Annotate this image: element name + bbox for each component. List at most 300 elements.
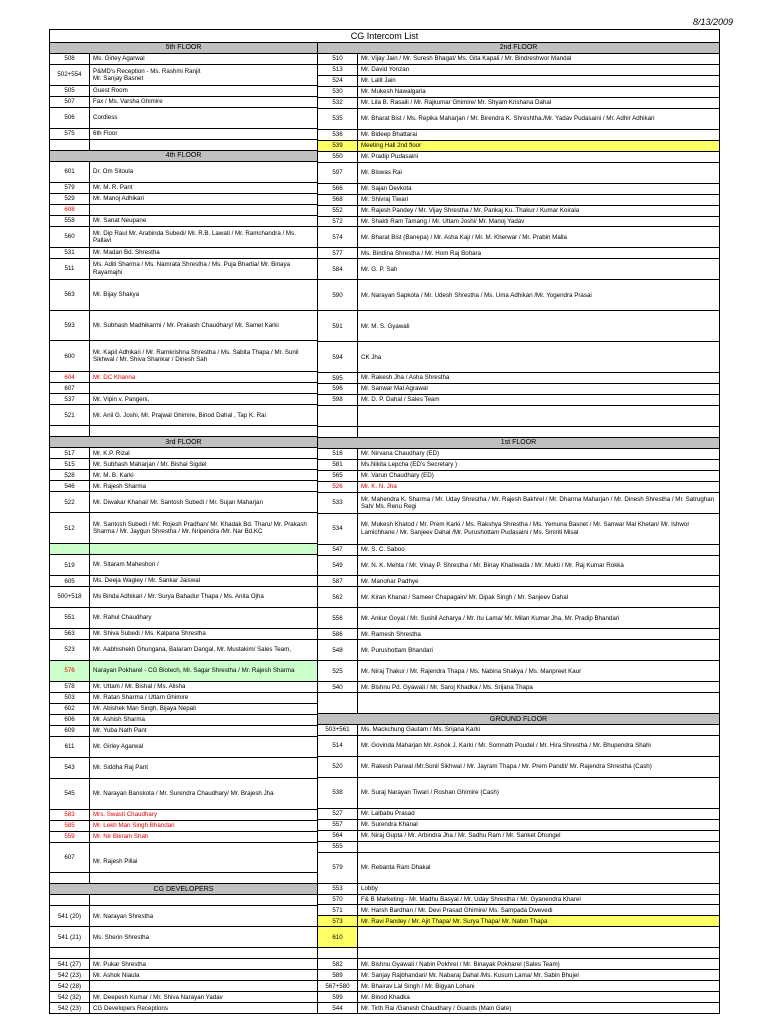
extension-number: 542 (23) — [50, 1003, 90, 1013]
extension-holder: Mr. D. P. Dahal / Sales Team — [361, 396, 440, 404]
extension-number: 597 — [318, 163, 358, 183]
extension-holder: Mr. Deepesh Kumar / Mr. Shiva Narayan Yadav — [93, 993, 223, 1001]
extension-holder: Mr. Madan Bd. Shrestha — [93, 249, 160, 257]
extension-number: 514 — [318, 736, 358, 756]
table-row — [318, 427, 719, 438]
extension-number: 551 — [50, 608, 90, 628]
table-row — [50, 948, 317, 959]
table-row — [50, 758, 317, 779]
extension-holder: Mr. Sitaram Maheshori / — [93, 561, 159, 569]
extension-number: 593 — [50, 311, 90, 341]
table-row — [50, 873, 317, 884]
table-row — [50, 629, 317, 640]
extension-holder: Mr. Sanat Neupane — [93, 217, 147, 225]
extension-holder: Mr. Rakesh Jha / Asha Shrestha — [361, 374, 450, 382]
table-row — [50, 906, 317, 927]
extension-holder: Ms. Bindina Shrestha / Mr. Hom Raj Bohara — [361, 249, 482, 257]
table-row — [318, 895, 719, 906]
extension-holder: F& B Marketing - Mr. Madhu Basyal / Mr. Uday Shrestha / Mr. Gyanendra Kharel — [361, 895, 581, 903]
extension-holder: Ms. Aditi Sharma / Ms. Namrata Shrestha / Ms. Puja Bhartia/ Mr. Binaya Rayamajhi — [93, 261, 291, 276]
extension-number: 596 — [318, 384, 358, 394]
extension-holder: Mr. Tirth Rai /Ganesh Chaudhary / Guards (Main Gate) — [361, 1004, 512, 1012]
extension-number: 589 — [318, 970, 358, 980]
table-row — [318, 184, 719, 195]
table-row — [50, 194, 317, 205]
extension-number — [50, 140, 90, 150]
table-row — [50, 205, 317, 216]
extension-number: 566 — [318, 184, 358, 194]
table-row — [318, 493, 719, 514]
table-row — [50, 470, 317, 481]
table-row — [318, 992, 719, 1003]
extension-holder — [90, 873, 317, 883]
extension-number — [318, 427, 358, 437]
table-row — [50, 981, 317, 992]
extension-number: 503+561 — [318, 725, 358, 735]
extension-holder: Mr. Siddha Raj Pant — [93, 764, 149, 772]
extension-number: 542 (28) — [50, 981, 90, 991]
table-row — [50, 1003, 317, 1013]
extension-holder — [90, 205, 317, 215]
extension-holder: Mr. Shakti Ram Tamang / Mr. Uttam Joshi/ Mr. Manoj Yadav — [361, 217, 525, 225]
print-date: 8/13/2009 — [692, 17, 733, 27]
extension-number: 611 — [50, 737, 90, 757]
extension-holder: Mr. David Yonzan — [361, 66, 410, 74]
table-row — [50, 341, 317, 372]
extension-holder: Mr. Ashok Niaula — [93, 971, 140, 979]
extension-holder: Narayan Pokharel - CG Biotech, Mr. Sagar Shrestha / Mr. Rajesh Sharma — [90, 661, 317, 681]
table-row — [50, 726, 317, 737]
extension-holder: Mr. Girley Agarwal — [93, 743, 144, 751]
extension-number: 595 — [318, 373, 358, 383]
extension-holder: Mr. Biswas Rai — [361, 169, 402, 177]
extension-holder: Mr. Rajesh Pillai — [93, 857, 138, 865]
table-row — [50, 227, 317, 248]
extension-number: 500+518 — [50, 587, 90, 607]
extension-number: 542 (32) — [50, 992, 90, 1002]
extension-holder: Mr. Subhash Madhikarmi / Mr. Prakash Chaudhary/ Mr. Samel Karki — [93, 321, 279, 329]
extension-number: 574 — [318, 227, 358, 247]
extension-holder: Mr. Shiva Subedi / Ms. Kalpana Shrestha — [93, 630, 206, 638]
table-row — [318, 206, 719, 217]
extension-number — [50, 948, 90, 958]
table-row — [50, 587, 317, 608]
extension-number: 610 — [318, 927, 358, 947]
table-row — [318, 130, 719, 141]
extension-number: 571 — [318, 905, 358, 915]
extension-holder: Mr. Vijay Jain / Mr. Suresh Bhagat/ Ms. Gita Kapali / Mr. Bindreshwor Mandal — [361, 55, 572, 63]
extension-number — [318, 406, 358, 426]
extension-number: 567+580 — [318, 981, 358, 991]
extension-number: 604 — [50, 372, 90, 382]
table-row — [318, 373, 719, 384]
extension-number: 520 — [318, 757, 358, 777]
extension-number: 540 — [318, 682, 358, 692]
extension-holder: Mr. Lalbabu Prasad — [361, 810, 415, 818]
table-row — [318, 725, 719, 736]
table-row — [318, 820, 719, 831]
extension-number: 513 — [318, 65, 358, 75]
extension-number: 546 — [50, 481, 90, 491]
table-row — [50, 108, 317, 129]
extension-number: 606 — [50, 715, 90, 725]
table-row — [50, 640, 317, 661]
extension-holder: Ms Binda Adhikari / Mr. Surya Bahadur Thapa / Ms. Anita Ojha — [93, 593, 264, 601]
table-row — [50, 513, 317, 544]
extension-number: 503 — [50, 693, 90, 703]
table-row — [50, 779, 317, 810]
extension-holder: Mr. Vipin v. Pangeni, — [93, 395, 150, 403]
extension-number: 607 — [50, 843, 90, 873]
table-row — [318, 395, 719, 406]
extension-number: 579 — [318, 853, 358, 883]
table-row — [50, 86, 317, 97]
extension-number: 608 — [50, 205, 90, 215]
table-row — [318, 661, 719, 682]
extension-holder — [90, 544, 317, 554]
extension-holder: Mr. S. C. Saboo — [361, 545, 405, 553]
extension-number: 544 — [318, 1003, 358, 1013]
extension-holder: Mr. Abishek Man Singh, Bijaya Nepali — [93, 705, 196, 713]
extension-number: 557 — [318, 820, 358, 830]
extension-holder: Mr. Diwakar Khanal/ Mr. Santosh Subedi / Mr. Sujan Maharjan — [93, 498, 263, 506]
extension-number: 563 — [50, 280, 90, 310]
extension-number: 609 — [50, 726, 90, 736]
floor-header — [50, 43, 317, 54]
extension-number: 507 — [50, 97, 90, 107]
extension-holder: Mr. Bideep Bhattarai — [361, 131, 418, 139]
extension-holder — [90, 140, 317, 150]
extension-number: 600 — [50, 341, 90, 371]
table-row — [50, 383, 317, 394]
extension-holder — [358, 842, 719, 852]
extension-number: 570 — [318, 895, 358, 905]
table-row — [50, 895, 317, 906]
extension-number: 579 — [50, 183, 90, 193]
extension-number: 534 — [318, 514, 358, 544]
extension-holder: Ms.Nikita Lepcha (ED's Secretary ) — [361, 461, 458, 469]
extension-number: 532 — [318, 98, 358, 108]
extension-holder: Lobby — [361, 884, 378, 892]
extension-holder: Mr. Nir Bikram Shah — [93, 832, 149, 840]
extension-number: 587 — [318, 576, 358, 586]
extension-holder — [90, 948, 317, 958]
extension-holder: Mr. K. N. Jha — [361, 483, 397, 491]
extension-holder: Mr. Subhash Maharjan / Mr. Bishal Sigdel — [93, 460, 207, 468]
table-row — [318, 98, 719, 109]
table-row — [318, 248, 719, 259]
table-row — [318, 556, 719, 577]
table-row — [318, 163, 719, 184]
extension-holder: Mr. Ratan Sharma / Uttam Ghimire — [93, 694, 189, 702]
floor-header-label: 2nd FLOOR — [318, 43, 719, 53]
right-column — [318, 43, 719, 1013]
table-row — [318, 311, 719, 342]
extension-number: 594 — [318, 342, 358, 372]
extension-holder: Mr. Purushottam Bhandari — [361, 646, 433, 654]
extension-holder: Mr. Surendra Khanal — [361, 821, 418, 829]
extension-number: 607 — [50, 383, 90, 393]
table-row — [50, 140, 317, 151]
extension-number: 563 — [50, 629, 90, 639]
table-row — [318, 65, 719, 76]
table-row — [50, 992, 317, 1003]
extension-holder — [90, 383, 317, 393]
table-row — [50, 704, 317, 715]
floor-header-label: 5th FLOOR — [50, 43, 317, 53]
table-row — [318, 217, 719, 228]
extension-number: 552 — [318, 206, 358, 216]
table-row — [318, 1003, 719, 1013]
extension-holder: Mr. Mahendra K. Sharma / Mr. Uday Shrestha / Mr. Rajesh Bakhrel / Mr. Dharma Maharjan / Mr. Dinesh Shrestha / Mr. Satrughan Sah/ Ms. Renu Regi — [361, 495, 715, 510]
extension-holder: Mr. M. S. Gyawali — [361, 322, 410, 330]
extension-holder: Mr. DC Khanna — [93, 373, 136, 381]
extension-number: 560 — [50, 227, 90, 247]
table-row — [318, 384, 719, 395]
table-row — [50, 576, 317, 587]
extension-number: 533 — [318, 493, 358, 513]
table-row — [318, 54, 719, 65]
extension-number — [50, 895, 90, 905]
floor-header-label: 3rd FLOOR — [50, 437, 317, 447]
extension-holder: 6th Floor — [93, 130, 118, 138]
table-row — [50, 661, 317, 682]
extension-holder: Mr. Shivraj Tiwari — [361, 195, 409, 203]
extension-number: 555 — [318, 842, 358, 852]
extension-number: 562 — [318, 587, 358, 607]
floor-header-label: GROUND FLOOR — [318, 714, 719, 724]
table-row — [50, 843, 317, 874]
extension-number: 535 — [318, 109, 358, 129]
extension-holder: Mr. Aabhishekh Dhungana, Balaram Dangal, Mr. Mustakim/ Sales Team, — [93, 646, 291, 654]
extension-number: 549 — [318, 556, 358, 576]
table-row — [318, 449, 719, 460]
floor-header — [318, 438, 719, 449]
extension-holder: Ms. Sherin Shrestha — [93, 933, 150, 941]
table-row — [318, 141, 719, 152]
table-row — [318, 342, 719, 373]
table-row — [50, 129, 317, 140]
extension-number: 578 — [50, 682, 90, 692]
table-row — [318, 545, 719, 556]
extension-holder: Mr. K.P. Rizal — [93, 449, 130, 457]
extension-holder: Mr. N. K. Mehta / Mr. Vinay P. Shrestha / Mr. Binay Khatiwada / Mr. Mukti / Mr. Raj Kumar Rokka — [361, 561, 624, 569]
extension-holder — [358, 427, 719, 437]
table-row — [50, 927, 317, 948]
extension-holder: Fax / Ms. Varsha Ghimire — [93, 98, 163, 106]
floor-header — [50, 151, 317, 162]
left-column — [50, 43, 318, 1013]
floor-header — [318, 43, 719, 54]
table-row — [50, 959, 317, 970]
table-row — [50, 682, 317, 693]
extension-number: 525 — [318, 661, 358, 681]
extension-holder: Mr. Narayan Shrestha — [93, 912, 154, 920]
extension-number: 526 — [318, 482, 358, 492]
extension-number: 585 — [50, 821, 90, 831]
extension-number: 577 — [318, 248, 358, 258]
extension-number: 510 — [318, 54, 358, 64]
extension-number: 550 — [318, 152, 358, 162]
table-row — [50, 259, 317, 280]
table-row — [50, 162, 317, 183]
table-row — [50, 311, 317, 342]
extension-holder: Ms. Girley Agarwal — [93, 55, 145, 63]
table-row — [50, 693, 317, 704]
extension-holder: Mr. Manoj Adhikari — [93, 195, 144, 203]
table-row — [318, 227, 719, 248]
extension-holder: Mr. Bishnu Gyawali / Nabin Pokhrel / Mr. Binayak Pokharel (Sales Team) — [361, 960, 560, 968]
extension-holder: Ms. Mackchung Gautam / Ms. Srijana Karki — [361, 726, 480, 734]
extension-holder: Mr. Kapil Adhikari / Mr. Ramkrishna Shrestha / Ms. Sabita Thapa / Mr. Sunil Sikhwal / Mr. Shiva Shankar / Dinesh Sah — [93, 349, 299, 364]
table-row — [50, 737, 317, 758]
extension-holder: Mr. Bharat Bist / Ms. Repika Maharjan / Mr. Birendra K. Shreshtha./Mr. Yadav Pudasaini / Mr. Adhir Adhikari — [361, 115, 655, 123]
extension-number: 583 — [50, 810, 90, 820]
extension-number: 601 — [50, 162, 90, 182]
extension-number: 508 — [50, 54, 90, 64]
extension-number: 547 — [318, 545, 358, 555]
extension-holder — [90, 426, 317, 436]
table-row — [50, 183, 317, 194]
extension-number: 565 — [318, 471, 358, 481]
extension-holder: Mr. Binod Khadka — [361, 993, 410, 1001]
extension-holder: Mr. Varun Chaudhary (ED) — [361, 472, 434, 480]
extension-number: 519 — [50, 555, 90, 575]
extension-number: 541 (21) — [50, 927, 90, 947]
extension-holder — [90, 981, 317, 991]
table-row — [318, 757, 719, 778]
table-row — [318, 884, 719, 895]
extension-holder: Guest Room — [93, 87, 128, 95]
table-row — [50, 544, 317, 555]
extension-holder: Mr. Rahul Chaudhary — [93, 614, 152, 622]
extension-holder: Mr. Sajan Devkota — [361, 185, 412, 193]
extension-number: 575 — [50, 129, 90, 139]
table-row — [318, 152, 719, 163]
extension-number: 568 — [318, 195, 358, 205]
extension-holder — [358, 948, 719, 958]
extension-holder: Mr. Bijay Shakya — [93, 290, 140, 298]
intercom-sheet — [49, 29, 720, 1014]
extension-holder: Mr. Narayan Banskota / Mr. Surendra Chaudhary/ Mr. Brajesh Jha — [93, 790, 274, 798]
table-row — [318, 576, 719, 587]
extension-holder: Mr. M. B. Karki — [93, 471, 134, 479]
table-row — [318, 406, 719, 427]
table-row — [318, 514, 719, 545]
extension-holder: CK Jha — [361, 353, 382, 361]
table-row — [318, 682, 719, 693]
extension-holder — [358, 927, 719, 947]
table-row — [50, 405, 317, 426]
sheet-title: CG Intercom List — [50, 30, 719, 43]
extension-number — [50, 426, 90, 436]
extension-number: 591 — [318, 311, 358, 341]
extension-number: 517 — [50, 448, 90, 458]
floor-header — [318, 714, 719, 725]
extension-holder: Mr. Anil G. Joshi, Mr. Prajwal Ghimire, Binod Dahal , Tap K. Rai — [93, 411, 266, 419]
extension-number: 539 — [318, 141, 358, 151]
table-row — [318, 587, 719, 608]
extension-holder: Mr. Bishnu Pd. Gyawali / Mr. Saroj Khadka / Ms. Srijana Thapa — [361, 683, 533, 691]
table-row — [50, 555, 317, 576]
extension-holder: Mr. Rebanta Ram Dhakal — [361, 864, 431, 872]
extension-holder: Mr. Dip Raul Mr. Arabinda Subedi/ Mr. R.B. Lawati / Mr. Ramchandra / Ms. Pallavi — [93, 229, 296, 244]
table-row — [50, 608, 317, 629]
extension-holder: Meeting Hall 2nd floor — [358, 141, 719, 151]
extension-holder: Mr. Uttam / Mr. Bishal / Ms. Alisha — [93, 683, 186, 691]
extension-number: 522 — [50, 492, 90, 512]
extension-number: 541 (20) — [50, 906, 90, 926]
table-row — [318, 280, 719, 311]
extension-number: 590 — [318, 280, 358, 310]
extension-number: 582 — [318, 959, 358, 969]
table-row — [318, 460, 719, 471]
table-row — [318, 259, 719, 280]
extension-number: 586 — [318, 629, 358, 639]
extension-number: 564 — [318, 831, 358, 841]
table-row — [318, 629, 719, 640]
table-row — [50, 280, 317, 311]
table-row — [318, 981, 719, 992]
table-row — [318, 853, 719, 884]
extension-number — [318, 948, 358, 958]
extension-number: 584 — [318, 259, 358, 279]
extension-holder: Mr. Bhairav Lal Singh / Mr. Bigyan Lohani — [361, 982, 475, 990]
extension-number: 515 — [50, 459, 90, 469]
extension-holder: Mr. Rajesh Pandey / Mr. Vijay Shrestha / Mr. Pankaj Ku. Thakur / Kumar Koirala — [361, 206, 580, 214]
extension-number: 602 — [50, 704, 90, 714]
table-row — [50, 821, 317, 832]
extension-number: 531 — [50, 248, 90, 258]
table-row — [50, 448, 317, 459]
extension-holder: Mr. Narayan Sapkota / Mr. Udesh Shrestha / Ms. Uma Adhikari /Mr. Yogendra Prasai — [361, 291, 592, 299]
extension-holder — [358, 693, 719, 713]
extension-holder: Mr. M. R. Pant — [93, 184, 133, 192]
extension-holder: Mr. Ravi Pandey / Mr. Ajit Thapa/ Mr. Surya Thapa/ Mr. Nabin Thapa — [358, 916, 719, 926]
extension-holder: Mr. Sanjay Rajbhandari/ Mr. Nabaraj Dahal /Ms. Kusum Lama/ Mr. Sabin Bhujel — [361, 971, 579, 979]
extension-holder: Mr. Pukar Shrestha — [93, 960, 146, 968]
table-row — [50, 481, 317, 492]
extension-holder — [90, 895, 317, 905]
table-row — [50, 97, 317, 108]
table-row — [50, 459, 317, 470]
table-row — [50, 65, 317, 86]
floor-header-label: 4th FLOOR — [50, 151, 317, 161]
extension-holder: Mr. Lekh Man Singh Bhandari — [93, 821, 175, 829]
floor-header-label: 1st FLOOR — [318, 438, 719, 448]
extension-holder: Mr. Bharat Bist (Banepa) / Mr. Asha Kaji / Mr. M. Kherwar / Mr. Prabin Malla — [361, 233, 567, 241]
table-row — [318, 482, 719, 493]
table-row — [318, 831, 719, 842]
extension-holder: Mr. G. P. Sah — [361, 265, 398, 273]
extension-number: 558 — [50, 216, 90, 226]
extension-number: 512 — [50, 513, 90, 543]
extension-number: 528 — [50, 470, 90, 480]
floor-header — [50, 437, 317, 448]
extension-holder: P&MD's Reception - Ms. Rashmi Ranjit Mr. Sanjay Basnet — [93, 67, 201, 82]
extension-number: 541 (27) — [50, 959, 90, 969]
extension-holder: Mr. Mukesh Nawalgaria — [361, 88, 426, 96]
extension-holder: Mr. Manohar Padhye — [361, 577, 419, 585]
extension-number: 537 — [50, 394, 90, 404]
extension-holder: Mr. Govinda Maharjan Mr. Ashok J. Karki / Mr. Somnath Poudel / Mr. Hira Shrestha / Mr. Bhupendra Shahi — [361, 742, 651, 750]
extension-number: 581 — [318, 460, 358, 470]
extension-holder: Mrs. Swasti Chaudhary — [93, 811, 157, 818]
table-row — [50, 970, 317, 981]
extension-number: 559 — [50, 832, 90, 842]
extension-holder: Mr. Suraj Narayan Tiwari / Roshan Ghimire (Cash) — [361, 789, 499, 797]
extension-number: 521 — [50, 405, 90, 425]
